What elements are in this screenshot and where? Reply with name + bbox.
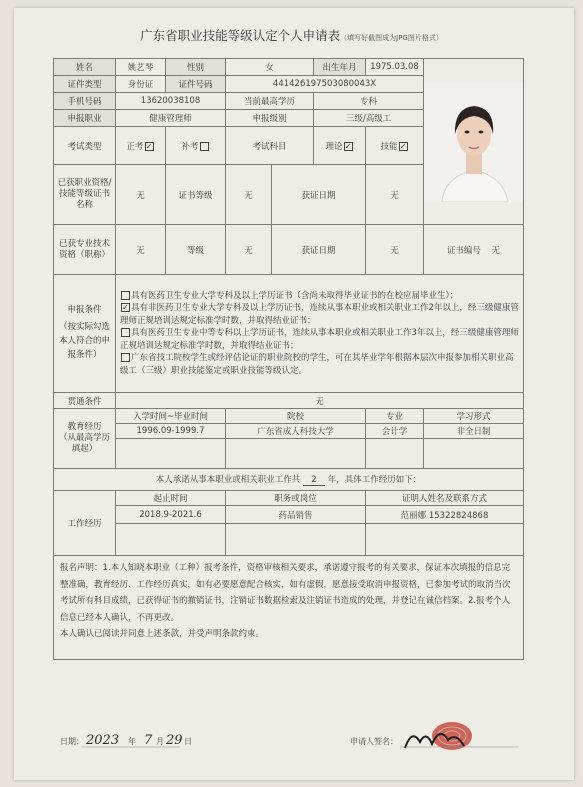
value-prof-issue-date[interactable]: 无 bbox=[366, 225, 424, 275]
subject-theory-checkbox[interactable] bbox=[344, 142, 353, 151]
value-prof-cert-no[interactable]: 无 bbox=[491, 245, 501, 256]
subject-skill-checkbox[interactable] bbox=[399, 142, 408, 151]
condition-checkbox-1[interactable] bbox=[121, 291, 130, 300]
value-id-type[interactable]: 身份证 bbox=[116, 76, 166, 93]
conditions-label-cell bbox=[54, 275, 116, 393]
date-day-unit: 日 bbox=[184, 737, 192, 746]
form-title bbox=[0, 26, 583, 44]
label-exam-type: 考试类型 bbox=[54, 127, 116, 165]
label-grade: 等级 bbox=[166, 225, 226, 275]
work-years-post: 年，具体工作经历如下： bbox=[327, 475, 422, 485]
label-witness: 证明人姓名及联系方式 bbox=[366, 491, 524, 506]
label-name: 姓名 bbox=[54, 59, 116, 76]
value-name[interactable]: 姚艺琴 bbox=[116, 59, 166, 76]
label-level: 申报级别 bbox=[226, 110, 314, 127]
work-empty-witness[interactable] bbox=[366, 524, 524, 556]
date-label: 日期： bbox=[60, 737, 84, 746]
value-birth[interactable]: 1975.03.08 bbox=[366, 59, 424, 76]
condition-text-1: 具有医药卫生专业大学专科及以上学历证书（含尚未取得毕业证书的在校应届毕业生）； bbox=[131, 290, 459, 301]
value-prior-cert[interactable]: 无 bbox=[116, 165, 166, 225]
value-major[interactable]: 会计学 bbox=[366, 424, 424, 439]
declaration-cell bbox=[54, 556, 524, 660]
edu-label-cell bbox=[54, 409, 116, 469]
exam-make-checkbox[interactable] bbox=[200, 142, 209, 151]
label-prior-cert: 已获职业资格/技能等级证书名称 bbox=[54, 165, 116, 225]
value-position[interactable]: 药品销售 bbox=[226, 506, 366, 524]
value-grade[interactable]: 无 bbox=[226, 225, 272, 275]
exam-normal-checkbox[interactable] bbox=[145, 142, 154, 151]
prof-cert-no-cell bbox=[424, 225, 524, 275]
label-prof-cert-no: 证书编号 bbox=[446, 245, 481, 256]
label-prof-cert: 已获专业技术资格（职称） bbox=[54, 225, 116, 275]
value-connect[interactable]: 无 bbox=[116, 393, 524, 409]
value-work-period[interactable]: 2018.9-2021.6 bbox=[116, 506, 226, 524]
label-exam-subject: 考试科目 bbox=[226, 127, 314, 165]
value-witness[interactable]: 范丽娜 15322824868 bbox=[366, 506, 524, 524]
date-year[interactable]: 2023 bbox=[86, 733, 120, 748]
condition-text-4: 广东省技工院校学生或经评估论证的职业院校的学生，可在其毕业学年根据本层次申报参加相关职业高级工（三级）职业技能鉴定或职业技能等级认定。 bbox=[120, 353, 514, 376]
edu-empty-mode[interactable] bbox=[424, 439, 524, 469]
value-prof-cert[interactable]: 无 bbox=[116, 225, 166, 275]
edu-empty-major[interactable] bbox=[366, 439, 424, 469]
edu-empty-school[interactable] bbox=[226, 439, 366, 469]
label-education: 当前最高学历 bbox=[226, 93, 314, 110]
label-school: 院校 bbox=[226, 409, 366, 424]
conditions-list bbox=[116, 275, 524, 393]
date-month[interactable]: 7 bbox=[144, 733, 153, 748]
label-birth: 出生年月 bbox=[314, 59, 366, 76]
value-id-no[interactable]: 441426197503080043X bbox=[226, 76, 424, 93]
value-gender[interactable]: 女 bbox=[226, 59, 314, 76]
label-conditions: 申报条件 bbox=[67, 305, 102, 315]
photo-cell bbox=[424, 59, 524, 225]
value-phone[interactable]: 13620038108 bbox=[116, 93, 226, 110]
form-subtitle: （填写好截图成为JPG图片格式） bbox=[340, 34, 443, 42]
label-position: 职务或岗位 bbox=[226, 491, 366, 506]
applicant-photo bbox=[424, 82, 523, 202]
value-study-mode[interactable]: 非全日制 bbox=[424, 424, 524, 439]
declaration-text: 报名声明：1.本人知晓本职业（工种）报考条件，资格审核相关要求，承诺遵守报考的有关要求，保证本次填报的信息完整准确，教育经历、工作经历真实，如有必要愿意配合核实，如有虚假，愿意接受取消申报资格，已参加考试的取消当次考试所有科目成绩，已获得证书的撤销证书，注销证书数据检索及注销证书造成的处理，并登记在诚信档案。2.报考个人信息已经本人确认，不再更改。 bbox=[60, 563, 511, 623]
footer-graphic bbox=[60, 722, 520, 762]
work-years-value[interactable]: 2 bbox=[303, 475, 325, 486]
condition-item[interactable] bbox=[120, 302, 519, 327]
label-conditions-note: （按实际勾选本人符合的申报条件） bbox=[58, 322, 110, 360]
condition-text-2: 具有非医药卫生专业大学专科及以上学历证书，连续从事本职业或相关职业工作2年以上，经三级健康管理师正规培训达规定标准学时数，并取得结业证书； bbox=[120, 303, 519, 326]
subject-skill-label: 技能 bbox=[380, 141, 398, 152]
label-phone: 手机号码 bbox=[54, 93, 116, 110]
signature-footer bbox=[60, 722, 520, 762]
label-id-type: 证件类型 bbox=[54, 76, 116, 93]
label-occupation: 申报职业 bbox=[54, 110, 116, 127]
condition-checkbox-4[interactable] bbox=[121, 353, 130, 362]
option-exam-normal[interactable] bbox=[116, 127, 166, 165]
date-year-unit: 年 bbox=[128, 737, 136, 746]
exam-make-label: 补考 bbox=[181, 141, 199, 152]
label-connect: 贯通条件 bbox=[54, 393, 116, 409]
value-school[interactable]: 广东省成人科技大学 bbox=[226, 424, 366, 439]
label-edu-period: 入学时间~毕业时间 bbox=[116, 409, 226, 424]
label-edu-history: 教育经历 bbox=[67, 422, 102, 432]
condition-item[interactable] bbox=[120, 290, 519, 303]
condition-item[interactable] bbox=[120, 327, 519, 352]
label-work-history: 工作经历 bbox=[54, 491, 116, 556]
exam-normal-label: 正考 bbox=[126, 141, 144, 152]
condition-text-3: 具有医药卫生专业中等专科以上学历证书，连续从事本职业或相关职业工作3年以上，经三级健康管理师正规培训达规定标准学时数，并取得结业证书； bbox=[120, 328, 519, 351]
option-subject-skill[interactable] bbox=[366, 127, 424, 165]
value-issue-date[interactable]: 无 bbox=[366, 165, 424, 225]
condition-item[interactable] bbox=[120, 352, 519, 377]
label-gender: 性别 bbox=[166, 59, 226, 76]
date-day[interactable]: 29 bbox=[166, 733, 183, 748]
condition-checkbox-3[interactable] bbox=[121, 328, 130, 337]
form-title-text: 广东省职业技能等级认定个人申请表 bbox=[140, 28, 341, 43]
label-issue-date: 获证日期 bbox=[272, 165, 366, 225]
condition-checkbox-2[interactable] bbox=[121, 303, 130, 312]
option-subject-theory[interactable] bbox=[314, 127, 366, 165]
signature-label: 申请人签名： bbox=[350, 737, 398, 746]
value-occupation[interactable]: 健康管理师 bbox=[116, 110, 226, 127]
work-empty-period[interactable] bbox=[116, 524, 226, 556]
label-id-no: 证件号码 bbox=[166, 76, 226, 93]
option-exam-make[interactable] bbox=[166, 127, 226, 165]
label-study-mode: 学习形式 bbox=[424, 409, 524, 424]
work-years-pre: 本人承诺从事本职业或相关职业工作共 bbox=[155, 475, 301, 485]
value-cert-level[interactable]: 无 bbox=[226, 165, 272, 225]
work-years-statement bbox=[54, 469, 524, 491]
label-work-period: 起止时间 bbox=[116, 491, 226, 506]
work-empty-position[interactable] bbox=[226, 524, 366, 556]
edu-empty-period[interactable] bbox=[116, 439, 226, 469]
confirm-text: 本人确认已阅读并同意上述条款，并受声明条款约束。 bbox=[60, 629, 265, 639]
subject-theory-label: 理论 bbox=[325, 141, 343, 152]
label-major: 专业 bbox=[366, 409, 424, 424]
label-edu-note: （从最高学历填起） bbox=[58, 433, 110, 454]
label-cert-level: 证书等级 bbox=[166, 165, 226, 225]
label-prof-issue-date: 获证日期 bbox=[272, 225, 366, 275]
value-edu-period[interactable]: 1996.09-1999.7 bbox=[116, 424, 226, 439]
portrait-image bbox=[424, 82, 523, 202]
value-level[interactable]: 三级/高级工 bbox=[314, 110, 424, 127]
date-month-unit: 月 bbox=[156, 737, 164, 746]
application-form-table bbox=[53, 58, 524, 660]
value-education[interactable]: 专科 bbox=[314, 93, 424, 110]
